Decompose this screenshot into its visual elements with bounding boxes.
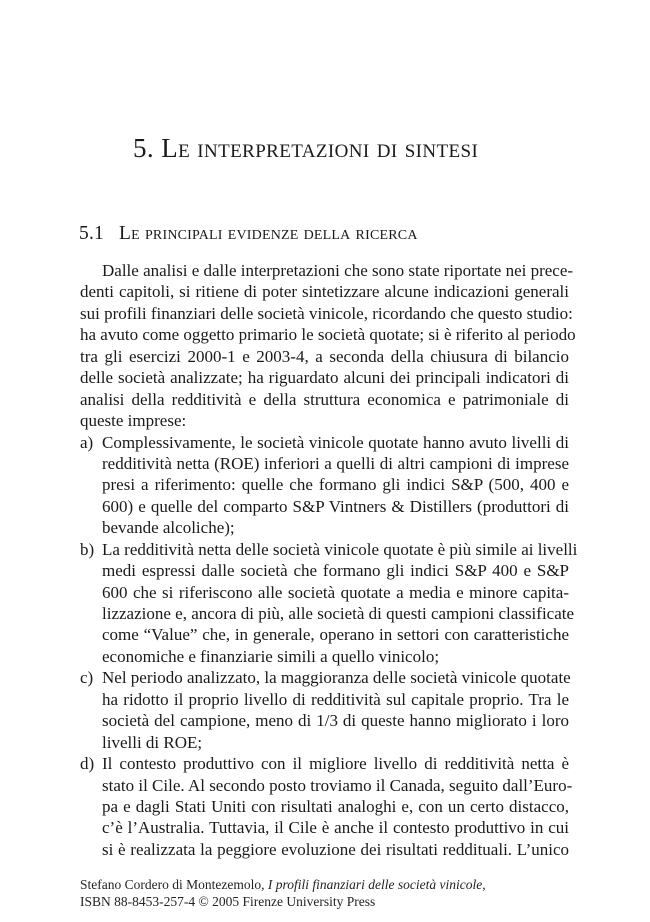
text-line: pa e dagli Stati Uniti con risultati analoghi e, con un certo distacco, xyxy=(102,796,569,816)
text-line: La redditività netta delle società vinicole quotate è più simile ai livelli xyxy=(102,539,578,559)
text-line: ha avuto come oggetto primario le società quotate; si è riferito al periodo xyxy=(80,325,576,345)
list-item-b xyxy=(80,539,578,668)
chapter-number: 5. xyxy=(133,133,155,163)
text-line: c’è l’Australia. Tuttavia, il Cile è anche il contesto produttivo in cui xyxy=(102,818,569,838)
page-footer xyxy=(80,876,486,910)
footer-book-title: I profili finanziari delle società vinicole xyxy=(267,877,483,892)
chapter-title-text: Le interpretazioni di sintesi xyxy=(161,133,479,163)
text-line: lizzazione e, ancora di più, alle società di questi campioni classificate xyxy=(102,604,575,623)
text-line: 600) e quelle del comparto S&P Vintners & Distillers (produttori di xyxy=(102,496,569,516)
text-line: 600 che si riferiscono alle società quotate a media e minore capita- xyxy=(102,582,569,602)
text-line: sui profili finanziari delle società vinicole, ricordando che questo studio: xyxy=(80,303,573,323)
text-line: delle società analizzate; ha riguardato alcuni dei principali indicatori di xyxy=(80,368,569,388)
text-line: presi a riferimento: quelle che formano gli indici S&P (500, 400 e xyxy=(102,475,569,495)
text-line: livelli di ROE; xyxy=(102,732,203,752)
text-line: si è realizzata la peggiore evoluzione dei risultati reddituali. L’unico xyxy=(102,839,569,859)
text-line: economiche e finanziarie simili a quello vinicolo; xyxy=(102,646,440,666)
list-marker: b) xyxy=(80,539,95,559)
text-line: Nel periodo analizzato, la maggioranza delle società vinicole quotate xyxy=(102,668,571,688)
footer-isbn: ISBN 88-8453-257-4 © 2005 Firenze University Press xyxy=(80,894,376,909)
text-line: redditività netta (ROE) inferiori a quelli di altri campioni di imprese xyxy=(102,453,569,473)
text-line: come “Value” che, in generale, operano in settori con caratteristiche xyxy=(102,625,569,645)
list-marker: d) xyxy=(80,754,95,774)
section-number: 5.1 xyxy=(79,223,104,244)
list-item-c xyxy=(80,667,569,753)
citation-line xyxy=(80,876,486,893)
footer-title-suffix: , xyxy=(482,877,486,892)
list-marker: a) xyxy=(80,432,94,452)
text-line: tra gli esercizi 2000-1 e 2003-4, a seconda della chiusura di bilancio xyxy=(80,346,569,366)
text-line: medi espressi dalle società che formano gli indici S&P 400 e S&P xyxy=(102,561,569,581)
section-title-text: Le principali evidenze della ricerca xyxy=(119,223,418,244)
list-marker: c) xyxy=(80,668,94,688)
text-line: Dalle analisi e dalle interpretazioni che sono state riportate nei prece- xyxy=(102,261,574,280)
text-line: analisi della redditività e della struttura economica e patrimoniale di xyxy=(80,389,569,409)
text-line: queste imprese: xyxy=(80,411,187,431)
text-line: società del campione, meno di 1/3 di queste hanno migliorato i loro xyxy=(102,711,569,731)
intro-paragraph xyxy=(80,260,576,432)
text-line: Complessivamente, le società vinicole quotate hanno avuto livelli di xyxy=(102,432,569,452)
list-item-a xyxy=(80,432,569,539)
text-line: stato il Cile. Al secondo posto troviamo il Canada, seguito dall’Euro- xyxy=(102,775,573,795)
text-line: ha ridotto il proprio livello di redditività sul capitale proprio. Tra le xyxy=(102,689,569,709)
body-text xyxy=(80,260,578,860)
section-title xyxy=(79,223,418,245)
text-line: bevande alcoliche); xyxy=(102,518,235,538)
list-item-d xyxy=(80,753,573,860)
chapter-title xyxy=(133,133,478,164)
text-line: denti capitoli, si ritiene di poter sintetizzare alcune indicazioni generali xyxy=(80,282,569,302)
footer-author: Stefano Cordero di Montezemolo, xyxy=(80,877,268,892)
text-line: Il contesto produttivo con il migliore livello di redditività netta è xyxy=(102,754,569,774)
